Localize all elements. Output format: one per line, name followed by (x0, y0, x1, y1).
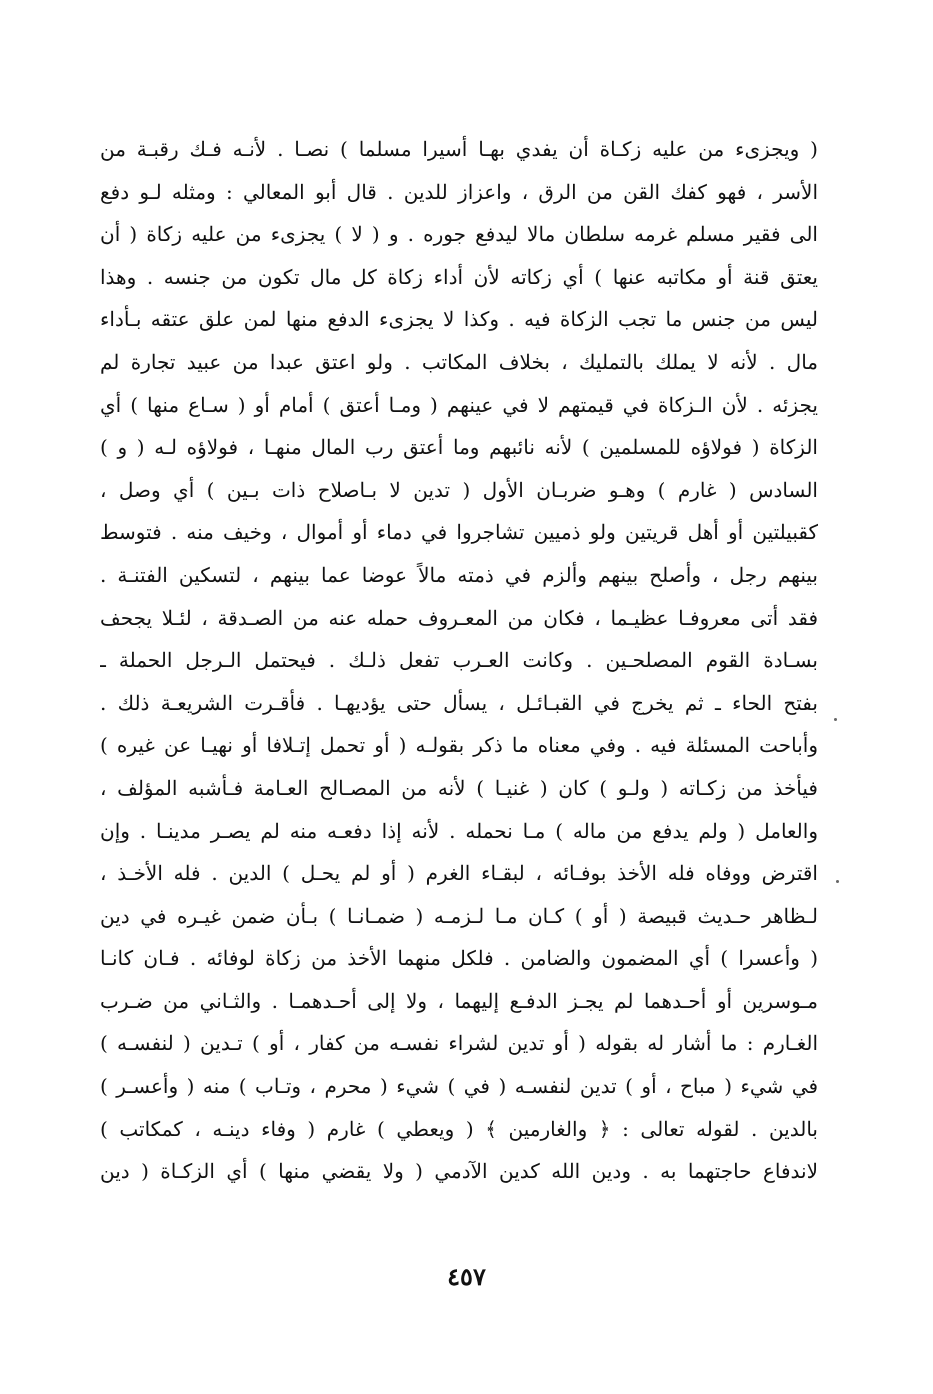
text-line: ( وأعسرا ) أي المضمون والضامن . فلكل منهما الأخذ من زكاة لوفائه . فـان كانـا (100, 946, 818, 971)
text-line: والعامل ( ولم يدفع من ماله ) مـا نحمله . لأنه إذا دفعـه منه لم يصـر مدينـا . وإن (100, 818, 818, 843)
text-line: الزكاة ( فولاؤه للمسلمين ) لأنه نائبهم وما أعتق رب المال منهـا ، فولاؤه لـه ( و ) (100, 435, 818, 460)
text-line: بينهم رجل ، وأصلح بينهم وألزم في ذمته مالاً عوضا عما بينهم ، لتسكين الفتنـة . (100, 562, 818, 587)
text-line: لاندفاع حاجتهما به . ودين الله كدين الآدمي ( ولا يقضي منها ) أي الزكـاة ( دين (100, 1159, 818, 1184)
text-line: فقد أتى معروفـا عظيـما ، فكان من المعـروف حمله عنه من الصـدقة ، لئـلا يجحف (100, 605, 818, 630)
text-line: بالدين . لقوله تعالى : ﴿ والغارمين ﴾ ( ويعطي ) غارم ( وفاء دينـه ، كمكاتب ) (100, 1116, 818, 1141)
text-line: في شيء ( مباح ، أو ) تدين لنفسـه ( في ) شيء ( محرم ، وتـاب ) منه ( وأعسـر ) (100, 1074, 818, 1099)
text-line: الى فقير مسلم غرمه سلطان مالا ليدفع جوره . و ( لا ) يجزىء من عليه زكاة ( أن (100, 222, 818, 247)
text-line: الغـارم : ما أشار له بقوله ( أو تدين لشراء نفسـه من كفار ، أو ) تـدين ( لنفسـه ) (100, 1031, 818, 1056)
text-line: مـوسرين أو أحـدهما لم يجـز الدفـع إليهما ، ولا إلى أحـدهمـا . والثـاني من ضـرب (100, 988, 818, 1013)
text-line: وأباحت المسئلة فيه . وفي معناه ما ذكر بقولـه ( أو تحمل إتـلافا أو نهيـا عن غيره ) (100, 733, 818, 758)
body-text (100, 128, 818, 1193)
text-line: يجزئه . لأن الـزكاة في قيمتهم لا في عينهم ( ومـا أعتق ) أمام أو ( سـاع منها ) أي (100, 392, 818, 417)
text-line: يعتق قنة أو مكاتبه عنها ) أي زكاته لأن أداء زكاة كل مال تكون من جنسه . وهذا (100, 264, 818, 289)
page-number: ٤٥٧ (447, 1262, 486, 1291)
scan-speck (836, 880, 839, 883)
text-line: بفتح الحاء ـ ثم يخرج في القبـائـل ، يسأل حتى يؤديهـا . فأقـرت الشريعـة ذلك . (100, 690, 818, 715)
text-line: اقترض ووفاه فله الأخذ بوفـائه ، لبقـاء الغرم ( أو لم يحـل ) الدين . فله الأخـذ ، (100, 861, 818, 886)
text-line: بسـادة القوم المصلحـين . وكانت العـرب تفعل ذلـك . فيحتمل الـرجل الحملة ـ (100, 648, 818, 673)
text-line: مال . لأنه لا يملك بالتمليك ، بخلاف المكاتب . ولو اعتق عبدا من عبيد تجارة لم (100, 349, 818, 374)
text-line: فيأخذ من زكـاته ( ولـو ) كان ( غنيـا ) لأنه من المصـالح العـامة فـأشبه المؤلف ، (100, 775, 818, 800)
text-line: ( ويجزىء من عليه زكـاة أن يفدي بهـا أسيرا مسلما ) نصـا . لأنـه فـك رقبـة من (100, 137, 818, 161)
scan-speck (834, 718, 837, 721)
text-line: السادس ( غارم ) وهـو ضربـان الأول ( تدين لا بـاصلاح ذات بـين ) أي وصل ، (100, 477, 818, 502)
text-line: ليس من جنس ما تجب الزكاة فيه . وكذا لا يجزىء الدفع منها لمن علق عتقه بـأداء (100, 307, 818, 332)
text-line: كقبيلتين أو أهل قريتين ولو ذميين تشاجروا في دماء أو أموال ، وخيف منه . فتوسط (100, 520, 818, 545)
text-line: لـظاهر حـديث قبيصة ( أو ) كـان مـا لـزمـه ( ضمـانـا ) بـأن ضمن غيـره في دين (100, 903, 818, 928)
text-line: الأسر ، فهو كفك القن من الرق ، واعزاز للدين . قال أبو المعالي : ومثله لـو دفع (100, 179, 818, 204)
